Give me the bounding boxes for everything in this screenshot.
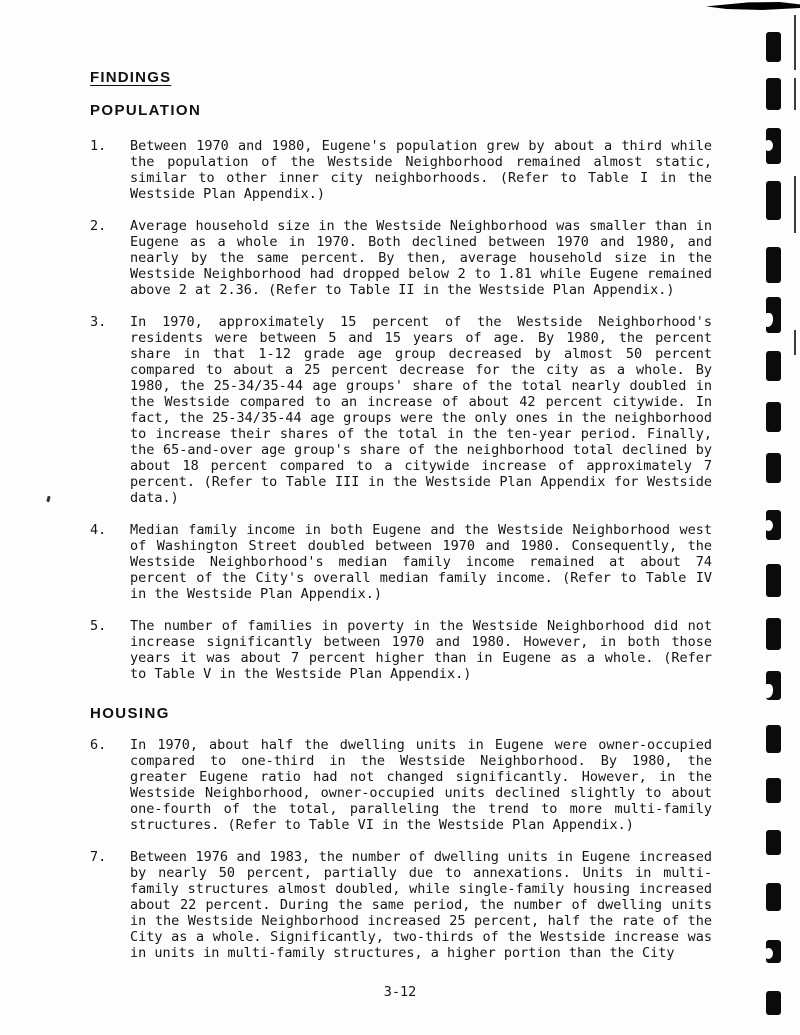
- binding-mark: [766, 247, 781, 283]
- binding-mark: [766, 991, 781, 1015]
- binding-mark: [766, 351, 781, 381]
- binding-mark: [766, 510, 781, 540]
- item-number: 2.: [90, 218, 107, 234]
- item-text: In 1970, about half the dwelling units in Eugene were owner-occupied compared to one-third in the Westside Neighborhood. By 1980, the greater Eugene ratio had not changed significantly. However, in the Westside Neighborhood, owner-occupied units declined slightly to about one-fourth of the total, paralleling the trend to more multi-family structures. (Refer to Table VI in the Westside Plan Appendix.): [130, 737, 712, 833]
- binding-mark: [766, 402, 781, 432]
- binding-mark: [766, 32, 781, 62]
- binding-mark: [766, 78, 781, 110]
- item-text: Average household size in the Westside Neighborhood was smaller than in Eugene as a whole in 1970. Both declined between 1970 and 1980, and nearly by the same percent. By then, average household size in the Westside Neighborhood had dropped below 2 to 1.81 while Eugene remained above 2 at 2.36. (Refer to Table II in the Westside Plan Appendix.): [130, 218, 712, 298]
- binding-mark: [766, 453, 781, 483]
- page-heading: FINDINGS: [90, 69, 172, 86]
- binding-mark: [766, 181, 781, 220]
- finding-item: [90, 218, 712, 298]
- scan-edge-line: [794, 330, 796, 355]
- binding-mark: [766, 940, 781, 963]
- section-heading-housing: HOUSING: [90, 705, 170, 722]
- binding-mark: [766, 883, 781, 911]
- item-number: 4.: [90, 522, 107, 538]
- finding-item: [90, 522, 712, 602]
- section-heading-population: POPULATION: [90, 102, 202, 119]
- binding-mark: [766, 725, 781, 753]
- item-number: 1.: [90, 138, 107, 154]
- binding-mark: [766, 297, 781, 333]
- item-text: Median family income in both Eugene and the Westside Neighborhood west of Washington Street doubled between 1970 and 1980. Consequently, the Westside Neighborhood's median family income remained at about 74 percent of the City's overall median family income. (Refer to Table IV in the Westside Plan Appendix.): [130, 522, 712, 602]
- finding-item: [90, 618, 712, 682]
- scan-artifact-top-bar: [706, 2, 800, 10]
- item-text: In 1970, approximately 15 percent of the Westside Neighborhood's residents were between 5 and 15 years of age. By 1980, the percent share in that 1-12 grade age group decreased by almost 50 percent compared to about a 25 percent decrease for the city as a whole. By 1980, the 25-34/35-44 age groups' share of the total nearly doubled in the Westside compared to an increase of about 42 percent citywide. In fact, the 25-34/35-44 age groups were the only ones in the neighborhood to increase their shares of the total in the ten-year period. Finally, the 65-and-over age group's share of the neighborhood total declined by about 18 percent compared to a citywide increase of approximately 7 percent. (Refer to Table III in the Westside Plan Appendix for Westside data.): [130, 314, 712, 506]
- item-text: Between 1970 and 1980, Eugene's population grew by about a third while the population of the Westside Neighborhood remained almost static, similar to other inner city neighborhoods. (Refer to Table I in the Westside Plan Appendix.): [130, 138, 712, 202]
- item-number: 7.: [90, 849, 107, 865]
- finding-item: [90, 314, 712, 506]
- scan-edge-line: [794, 176, 796, 233]
- page-number: 3-12: [383, 984, 417, 1000]
- binding-mark: [766, 830, 781, 855]
- item-text: The number of families in poverty in the Westside Neighborhood did not increase significantly between 1970 and 1980. However, in both those years it was about 7 percent higher than in Eugene as a whole. (Refer to Table V in the Westside Plan Appendix.): [130, 618, 712, 682]
- item-text: Between 1976 and 1983, the number of dwelling units in Eugene increased by nearly 50 percent, partially due to annexations. Units in multi-family structures almost doubled, while single-family housing increased about 22 percent. During the same period, the number of dwelling units in the Westside Neighborhood increased 25 percent, half the rate of the City as a whole. Significantly, two-thirds of the Westside increase was in units in multi-family structures, a higher portion than the City: [130, 849, 712, 961]
- binding-mark: [766, 564, 781, 597]
- item-number: 5.: [90, 618, 107, 634]
- binding-mark: [766, 618, 781, 650]
- scan-edge-line: [794, 78, 796, 110]
- finding-item: [90, 849, 712, 961]
- binding-mark: [766, 778, 781, 803]
- item-number: 3.: [90, 314, 107, 330]
- scan-artifact-speck: [46, 496, 50, 503]
- finding-item: [90, 737, 712, 833]
- binding-mark: [766, 128, 781, 164]
- document-body: [90, 70, 712, 977]
- finding-item: [90, 138, 712, 202]
- item-number: 6.: [90, 737, 107, 753]
- binding-mark: [766, 671, 781, 700]
- scan-edge-line: [794, 15, 796, 70]
